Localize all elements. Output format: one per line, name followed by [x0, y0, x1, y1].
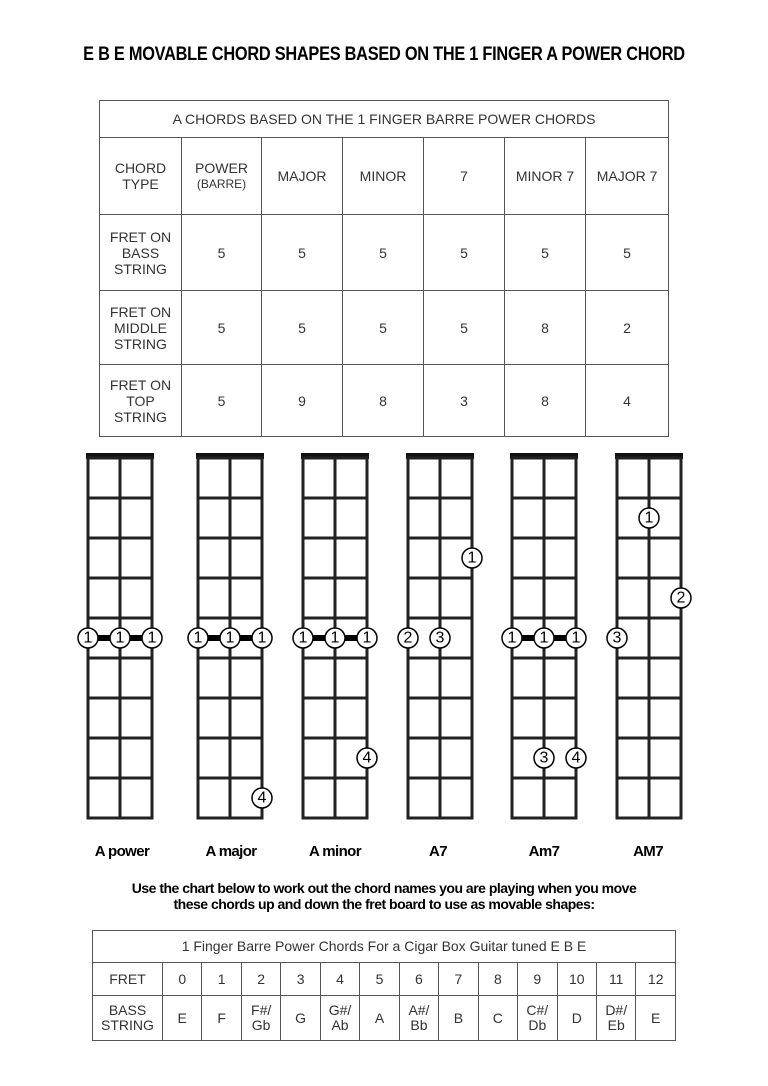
finger-dot: [462, 548, 482, 568]
fret-number-cell: 9: [518, 963, 557, 996]
fret-number-cell: 10: [557, 963, 596, 996]
finger-number: 1: [257, 629, 267, 647]
row-label-middle: FRET ON MIDDLE STRING: [100, 291, 182, 365]
table-cell: 8: [343, 365, 424, 437]
finger-number: 1: [330, 629, 340, 647]
finger-number: 1: [225, 629, 235, 647]
finger-dot: [252, 788, 272, 808]
page-title: E B E MOVABLE CHORD SHAPES BASED ON THE 1 FINGER A POWER CHORD: [83, 44, 685, 65]
table-cell: 5: [182, 215, 262, 291]
chord-label-am7: Am7: [528, 843, 560, 860]
finger-dot: [357, 628, 377, 648]
row-label-bass: FRET ON BASS STRING: [100, 215, 182, 291]
finger-number: 3: [539, 749, 549, 767]
finger-dot: [639, 508, 659, 528]
row-label-top: FRET ON TOP STRING: [100, 365, 182, 437]
table-cell: 5: [424, 291, 505, 365]
note-name-cell: F#/ Gb: [241, 996, 280, 1041]
finger-dot: [142, 628, 162, 648]
finger-number: 3: [435, 629, 445, 647]
table-cell: 5: [424, 215, 505, 291]
finger-dot: [357, 748, 377, 768]
chord-label-a-power: A power: [94, 843, 150, 860]
note-name-cell: C: [478, 996, 517, 1041]
note-name-cell: G#/ Ab: [320, 996, 359, 1041]
finger-number: 1: [539, 629, 549, 647]
fret-number-cell: 0: [163, 963, 202, 996]
table-cell: 5: [182, 291, 262, 365]
fret-number-cell: 7: [439, 963, 478, 996]
table-cell: 5: [343, 215, 424, 291]
row-label-fret: FRET: [93, 963, 163, 996]
finger-dot: [188, 628, 208, 648]
finger-dot: [110, 628, 130, 648]
col-header-major-7: MAJOR 7: [586, 138, 669, 215]
row-label-bass-string: BASS STRING: [93, 996, 163, 1041]
table-cell: 2: [586, 291, 669, 365]
table-cell: 5: [586, 215, 669, 291]
fretboard-diagram: [78, 453, 162, 818]
note-name-cell: B: [439, 996, 478, 1041]
finger-dot: [78, 628, 98, 648]
fret-number-cell: 1: [202, 963, 241, 996]
fretboard-diagram: [607, 453, 691, 818]
row-label-chord-type: CHORD TYPE: [100, 138, 182, 215]
instructions: [80, 880, 688, 912]
finger-number: 1: [507, 629, 517, 647]
finger-dot: [534, 748, 554, 768]
col-header-minor-7: MINOR 7: [505, 138, 586, 215]
finger-dot: [325, 628, 345, 648]
col-header-major: MAJOR: [262, 138, 343, 215]
table-row: [93, 996, 676, 1041]
fretboard-diagram: [502, 453, 586, 818]
col-header-label: POWER: [195, 160, 248, 176]
finger-number: 1: [644, 509, 654, 527]
note-name-cell: F: [202, 996, 241, 1041]
table-cell: 3: [424, 365, 505, 437]
table-cell: 9: [262, 365, 343, 437]
finger-dot: [534, 628, 554, 648]
finger-dot: [607, 628, 627, 648]
chord-label-a-major: A major: [205, 843, 257, 860]
table-cell: 5: [343, 291, 424, 365]
fret-number-cell: 2: [241, 963, 280, 996]
finger-number: 2: [403, 629, 413, 647]
instructions-line-1: Use the chart below to work out the chord names you are playing when you move: [131, 880, 637, 896]
chord-label-am7-major: AM7: [633, 843, 663, 860]
finger-dot: [566, 748, 586, 768]
finger-number: 1: [298, 629, 308, 647]
finger-number: 4: [257, 789, 267, 807]
table-cell: 5: [505, 215, 586, 291]
chord-label-a7: A7: [429, 843, 447, 860]
col-header-minor: MINOR: [343, 138, 424, 215]
chord-label-a-minor: A minor: [309, 843, 361, 860]
finger-number: 1: [147, 629, 157, 647]
table-cell: 8: [505, 365, 586, 437]
table-heading: A CHORDS BASED ON THE 1 FINGER BARRE POWER CHORDS: [100, 101, 669, 138]
table-cell: 5: [182, 365, 262, 437]
fretboard-diagram: [293, 453, 377, 818]
finger-number: 4: [362, 749, 372, 767]
fret-note-table: [92, 930, 676, 1041]
finger-dot: [398, 628, 418, 648]
note-name-cell: G: [281, 996, 320, 1041]
finger-dot: [502, 628, 522, 648]
finger-dot: [293, 628, 313, 648]
finger-dot: [220, 628, 240, 648]
finger-dot: [566, 628, 586, 648]
table-cell: 5: [262, 291, 343, 365]
finger-number: 1: [362, 629, 372, 647]
finger-dot: [430, 628, 450, 648]
note-name-cell: C#/ Db: [518, 996, 557, 1041]
table-cell: 8: [505, 291, 586, 365]
table-cell: 5: [262, 215, 343, 291]
finger-number: 3: [612, 629, 622, 647]
fretboard-diagram: [188, 453, 272, 818]
note-name-cell: E: [636, 996, 676, 1041]
col-header-sub: (BARRE): [196, 177, 247, 191]
fret-number-cell: 8: [478, 963, 517, 996]
fret-number-cell: 5: [360, 963, 399, 996]
fret-number-cell: 12: [636, 963, 676, 996]
fretboard-diagram: [398, 453, 482, 818]
instructions-line-2: these chords up and down the fret board to use as movable shapes:: [173, 896, 595, 912]
finger-number: 4: [571, 749, 581, 767]
note-name-cell: A#/ Bb: [399, 996, 438, 1041]
finger-dot: [671, 588, 691, 608]
finger-number: 1: [115, 629, 125, 647]
finger-number: 1: [467, 549, 477, 567]
finger-number: 1: [193, 629, 203, 647]
fret-number-cell: 3: [281, 963, 320, 996]
table-cell: 4: [586, 365, 669, 437]
note-name-cell: E: [163, 996, 202, 1041]
finger-dot: [252, 628, 272, 648]
fret-number-cell: 4: [320, 963, 359, 996]
note-name-cell: D#/ Eb: [596, 996, 635, 1041]
col-header-7: 7: [424, 138, 505, 215]
table-row: [93, 963, 676, 996]
finger-number: 1: [571, 629, 581, 647]
fret-number-cell: 6: [399, 963, 438, 996]
finger-number: 1: [83, 629, 93, 647]
note-name-cell: D: [557, 996, 596, 1041]
fret-number-cell: 11: [596, 963, 635, 996]
finger-number: 2: [676, 589, 686, 607]
bottom-table-heading: 1 Finger Barre Power Chords For a Cigar Box Guitar tuned E B E: [93, 931, 676, 963]
note-name-cell: A: [360, 996, 399, 1041]
